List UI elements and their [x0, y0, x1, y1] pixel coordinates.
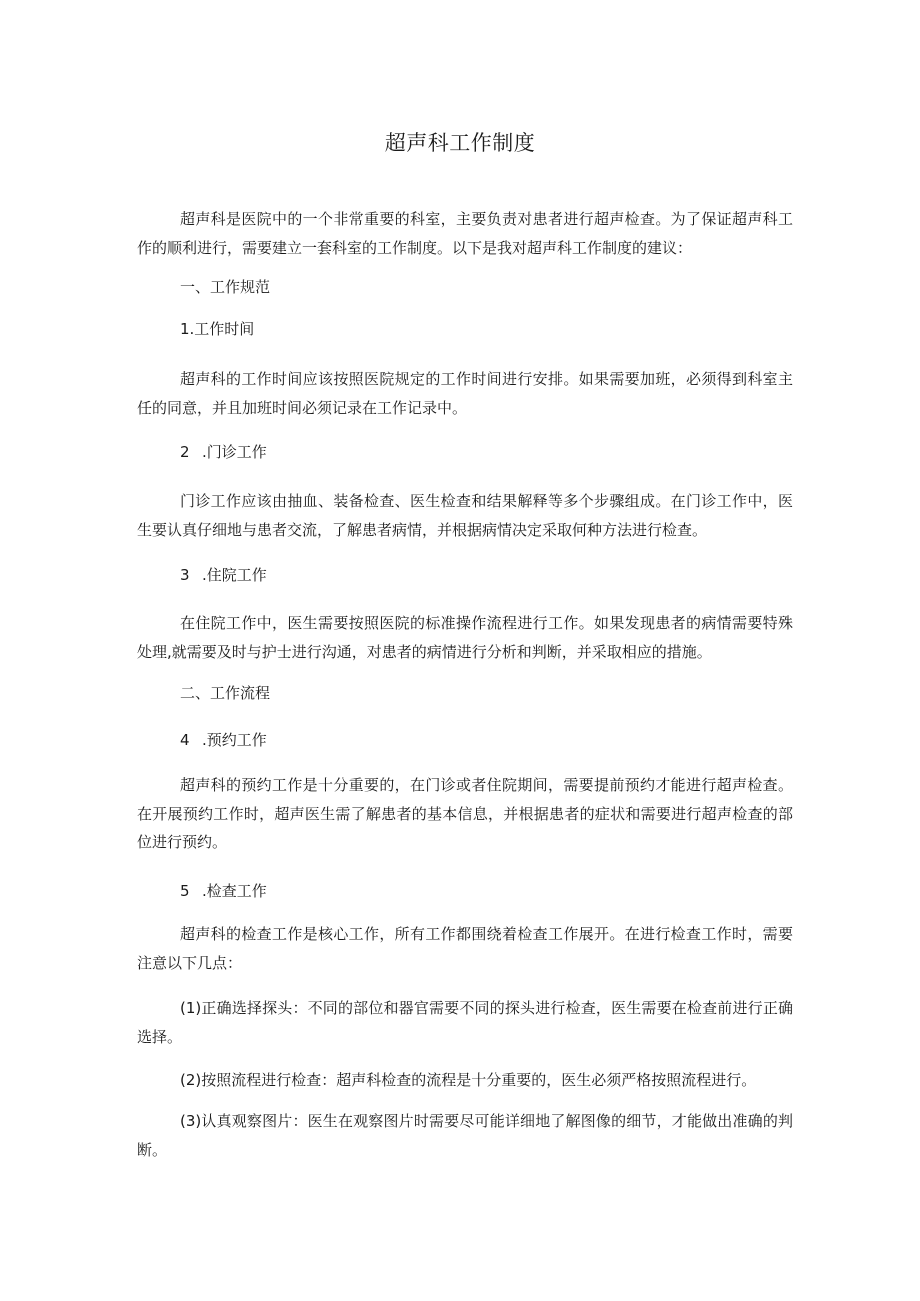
- subheading-label: .检查工作: [202, 882, 267, 900]
- paragraph-examination: 超声科的检查工作是核心工作，所有工作都围绕着检查工作展开。在进行检查工作时，需要注意以下几点：: [137, 925, 793, 972]
- subheading-inpatient: [180, 561, 740, 590]
- subheading-number: 3: [180, 566, 190, 584]
- paragraph-work-hours: 超声科的工作时间应该按照医院规定的工作时间进行安排。如果需要加班，必须得到科室主任的同意，并且加班时间必须记录在工作记录中。: [137, 370, 793, 417]
- subheading-label: .预约工作: [202, 731, 267, 749]
- list-item: (2)按照流程进行检查：超声科检查的流程是十分重要的，医生必须严格按照流程进行。: [180, 1071, 757, 1089]
- subheading-outpatient: [180, 438, 740, 467]
- paragraph-outpatient: 门诊工作应该由抽血、装备检查、医生检查和结果解释等多个步骤组成。在门诊工作中，医生要认真仔细地与患者交流，了解患者病情，并根据病情决定采取何种方法进行检查。: [137, 492, 793, 539]
- subheading-number: 4: [180, 731, 190, 749]
- subheading-examination: [180, 877, 740, 906]
- document-title: 超声科工作制度: [384, 131, 536, 155]
- list-item: (3)认真观察图片：医生在观察图片时需要尽可能详细地了解图像的细节，才能做出准确的判断。: [137, 1112, 793, 1159]
- section-heading-work-standards: 一、工作规范: [180, 278, 271, 296]
- paragraph-inpatient: 在住院工作中，医生需要按照医院的标准操作流程进行工作。如果发现患者的病情需要特殊处理,就需要及时与护士进行沟通，对患者的病情进行分析和判断，并采取相应的措施。: [137, 614, 793, 661]
- subheading-appointment: [180, 726, 740, 755]
- subheading-number: 2: [180, 443, 190, 461]
- paragraph-appointment: 超声科的预约工作是十分重要的，在门诊或者住院期间，需要提前预约才能进行超声检查。在开展预约工作时，超声医生需了解患者的基本信息，并根据患者的症状和需要进行超声检查的部位进行预约。: [137, 776, 793, 851]
- list-item: (1)正确选择探头：不同的部位和器官需要不同的探头进行检查，医生需要在检查前进行正确选择。: [137, 999, 793, 1046]
- intro-paragraph: 超声科是医院中的一个非常重要的科室，主要负责对患者进行超声检查。为了保证超声科工作的顺利进行，需要建立一套科室的工作制度。以下是我对超声科工作制度的建议：: [137, 210, 793, 257]
- subheading-number: 5: [180, 882, 190, 900]
- section-heading-workflow: 二、工作流程: [180, 684, 271, 702]
- subheading-label: .住院工作: [202, 566, 267, 584]
- subheading-label: .门诊工作: [202, 443, 267, 461]
- subheading-work-hours: 1.工作时间: [180, 320, 255, 338]
